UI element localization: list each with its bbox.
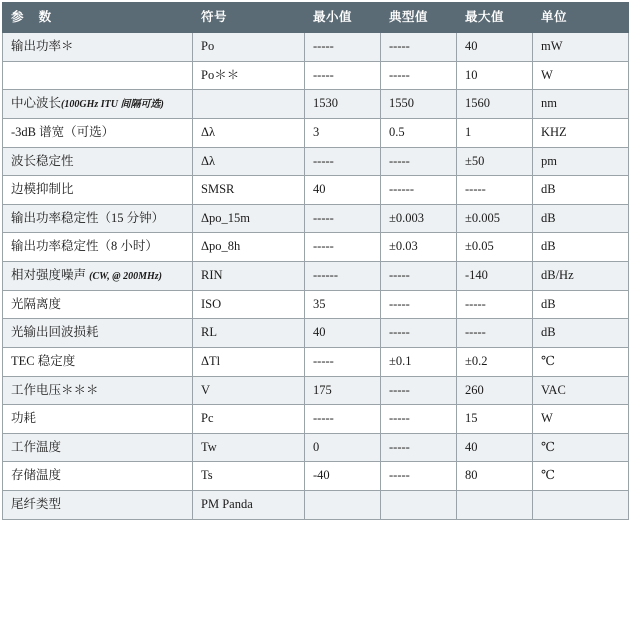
cell-symbol: ΔTl <box>193 347 305 376</box>
parameter-label: 输出功率稳定性（15 分钟） <box>11 210 165 225</box>
cell-symbol: Δpo_15m <box>193 204 305 233</box>
cell-unit: dB <box>533 176 629 205</box>
cell-typ: ±0.1 <box>381 347 457 376</box>
column-header-unit: 单位 <box>533 3 629 33</box>
parameter-label: -3dB 谱宽（可选） <box>11 124 115 139</box>
cell-max <box>457 491 533 520</box>
cell-parameter <box>3 290 193 319</box>
cell-symbol <box>193 90 305 119</box>
cell-max: ----- <box>457 290 533 319</box>
parameter-label: 光输出回波损耗 <box>11 325 99 340</box>
cell-symbol: Tw <box>193 433 305 462</box>
parameter-label: 工作温度 <box>11 439 62 454</box>
cell-unit: pm <box>533 147 629 176</box>
table-row <box>3 347 629 376</box>
cell-typ: 1550 <box>381 90 457 119</box>
cell-parameter <box>3 233 193 262</box>
cell-symbol: Po <box>193 33 305 62</box>
cell-symbol: V <box>193 376 305 405</box>
cell-parameter <box>3 433 193 462</box>
cell-typ: ----- <box>381 405 457 434</box>
column-header-typ: 典型值 <box>381 3 457 33</box>
cell-unit: dB <box>533 233 629 262</box>
table-row <box>3 90 629 119</box>
table-row <box>3 433 629 462</box>
cell-symbol: SMSR <box>193 176 305 205</box>
cell-typ: ----- <box>381 147 457 176</box>
cell-symbol: Pc <box>193 405 305 434</box>
table-row <box>3 147 629 176</box>
parameter-label: 工作电压＊＊＊ <box>11 382 99 397</box>
cell-symbol: Ts <box>193 462 305 491</box>
cell-min: 40 <box>305 176 381 205</box>
cell-min: ----- <box>305 33 381 62</box>
cell-parameter <box>3 176 193 205</box>
parameter-note: (100GHz ITU 间隔可选) <box>61 99 164 111</box>
cell-max: -140 <box>457 262 533 291</box>
cell-max: 15 <box>457 405 533 434</box>
table-row <box>3 290 629 319</box>
cell-typ: ----- <box>381 61 457 90</box>
specification-table <box>2 2 629 520</box>
parameter-label: TEC 稳定度 <box>11 353 76 368</box>
table-body <box>3 33 629 520</box>
cell-parameter <box>3 33 193 62</box>
table-row <box>3 462 629 491</box>
cell-symbol: Δλ <box>193 118 305 147</box>
parameter-label: 功耗 <box>11 411 37 426</box>
cell-min: ----- <box>305 347 381 376</box>
cell-min: 0 <box>305 433 381 462</box>
cell-unit: KHZ <box>533 118 629 147</box>
cell-unit: dB <box>533 319 629 348</box>
cell-typ: ------ <box>381 176 457 205</box>
cell-symbol: RIN <box>193 262 305 291</box>
cell-parameter <box>3 462 193 491</box>
cell-min: ----- <box>305 204 381 233</box>
cell-parameter <box>3 491 193 520</box>
cell-min: ----- <box>305 61 381 90</box>
cell-typ <box>381 491 457 520</box>
cell-unit: ℃ <box>533 462 629 491</box>
cell-unit: ℃ <box>533 347 629 376</box>
cell-min <box>305 491 381 520</box>
table-row <box>3 33 629 62</box>
column-header-parameter: 参 数 <box>3 3 193 33</box>
table-row <box>3 405 629 434</box>
cell-unit: mW <box>533 33 629 62</box>
parameter-label: 光隔离度 <box>11 296 62 311</box>
cell-unit: ℃ <box>533 433 629 462</box>
cell-parameter <box>3 61 193 90</box>
column-header-min: 最小值 <box>305 3 381 33</box>
cell-unit: nm <box>533 90 629 119</box>
cell-parameter <box>3 90 193 119</box>
cell-min: ------ <box>305 262 381 291</box>
table-row <box>3 118 629 147</box>
cell-typ: 0.5 <box>381 118 457 147</box>
parameter-label: 波长稳定性 <box>11 153 74 168</box>
cell-min: ----- <box>305 233 381 262</box>
cell-typ: ----- <box>381 462 457 491</box>
cell-max: 10 <box>457 61 533 90</box>
cell-typ: ----- <box>381 319 457 348</box>
table-header <box>3 3 629 33</box>
cell-min: 175 <box>305 376 381 405</box>
cell-parameter <box>3 204 193 233</box>
cell-max: 1 <box>457 118 533 147</box>
cell-unit: W <box>533 61 629 90</box>
parameter-label: 中心波长 <box>11 96 62 111</box>
cell-max: 40 <box>457 33 533 62</box>
cell-max: ----- <box>457 176 533 205</box>
cell-symbol: Po＊＊ <box>193 61 305 90</box>
cell-symbol: Δpo_8h <box>193 233 305 262</box>
cell-max: 1560 <box>457 90 533 119</box>
cell-max: ±0.05 <box>457 233 533 262</box>
table-row <box>3 204 629 233</box>
cell-max: 40 <box>457 433 533 462</box>
cell-parameter <box>3 347 193 376</box>
cell-parameter <box>3 376 193 405</box>
table-row <box>3 491 629 520</box>
cell-symbol: PM Panda <box>193 491 305 520</box>
cell-symbol: ISO <box>193 290 305 319</box>
cell-min: ----- <box>305 147 381 176</box>
cell-unit: dB/Hz <box>533 262 629 291</box>
cell-parameter <box>3 147 193 176</box>
table-row <box>3 233 629 262</box>
cell-max: 80 <box>457 462 533 491</box>
parameter-label: 输出功率＊ <box>11 39 74 53</box>
cell-typ: ----- <box>381 376 457 405</box>
table-header-row <box>3 3 629 33</box>
cell-min: 3 <box>305 118 381 147</box>
parameter-label: 边模抑制比 <box>11 182 74 197</box>
cell-max: ±50 <box>457 147 533 176</box>
cell-min: 35 <box>305 290 381 319</box>
cell-parameter <box>3 118 193 147</box>
table-row <box>3 319 629 348</box>
cell-typ: ----- <box>381 33 457 62</box>
table-row <box>3 376 629 405</box>
cell-unit <box>533 491 629 520</box>
cell-max: ±0.005 <box>457 204 533 233</box>
cell-min: 40 <box>305 319 381 348</box>
cell-unit: W <box>533 405 629 434</box>
parameter-note: (CW, @ 200MHz) <box>89 271 163 282</box>
cell-typ: ----- <box>381 262 457 291</box>
parameter-label: 输出功率稳定性（8 小时） <box>11 239 158 254</box>
cell-symbol: Δλ <box>193 147 305 176</box>
cell-symbol: RL <box>193 319 305 348</box>
cell-typ: ±0.03 <box>381 233 457 262</box>
column-header-symbol: 符号 <box>193 3 305 33</box>
parameter-label: 相对强度噪声 <box>11 268 90 282</box>
cell-max: 260 <box>457 376 533 405</box>
cell-typ: ----- <box>381 433 457 462</box>
cell-min: ----- <box>305 405 381 434</box>
cell-typ: ----- <box>381 290 457 319</box>
cell-min: 1530 <box>305 90 381 119</box>
parameter-label: 尾纤类型 <box>11 497 62 511</box>
table-row <box>3 176 629 205</box>
cell-parameter <box>3 405 193 434</box>
cell-min: -40 <box>305 462 381 491</box>
cell-unit: VAC <box>533 376 629 405</box>
table-row <box>3 262 629 291</box>
cell-typ: ±0.003 <box>381 204 457 233</box>
cell-unit: dB <box>533 290 629 319</box>
cell-parameter <box>3 319 193 348</box>
table-row <box>3 61 629 90</box>
cell-parameter <box>3 262 193 291</box>
column-header-max: 最大值 <box>457 3 533 33</box>
cell-max: ----- <box>457 319 533 348</box>
cell-max: ±0.2 <box>457 347 533 376</box>
parameter-label: 存储温度 <box>11 468 62 483</box>
cell-unit: dB <box>533 204 629 233</box>
